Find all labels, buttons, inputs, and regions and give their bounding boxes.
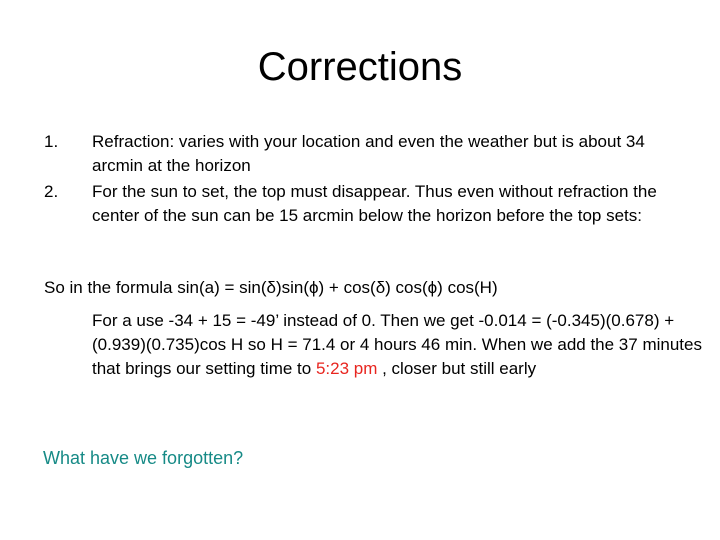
closing-question: What have we forgotten? bbox=[43, 448, 244, 468]
calculation-paragraph bbox=[92, 309, 702, 381]
corrections-list bbox=[44, 130, 684, 230]
list-item-number: 1. bbox=[44, 132, 59, 151]
formula-line: So in the formula sin(a) = sin(δ)sin(ϕ) + cos(δ) cos(ϕ) cos(H) bbox=[44, 278, 498, 297]
calculation-text: For a use -34 + 15 = -49’ instead of 0. Then we get -0.014 = (-0.345)(0.678) + (0.939)(0.735)cos H so H = 71.4 or 4 hours 46 min. When we add the 37 minutes that brings our setting time to bbox=[92, 311, 702, 378]
list-item bbox=[44, 180, 684, 228]
list-item bbox=[44, 130, 684, 178]
list-item-text: For the sun to set, the top must disappear. Thus even without refraction the center of the sun can be 15 arcmin below the horizon before the top sets: bbox=[92, 182, 657, 225]
list-item-number: 2. bbox=[44, 182, 59, 201]
list-item-text: Refraction: varies with your location and even the weather but is about 34 arcmin at the horizon bbox=[92, 132, 645, 175]
slide-title: Corrections bbox=[257, 45, 463, 89]
setting-time-highlight: 5:23 pm bbox=[315, 359, 378, 378]
calculation-conclusion: , closer but still early bbox=[377, 359, 537, 378]
